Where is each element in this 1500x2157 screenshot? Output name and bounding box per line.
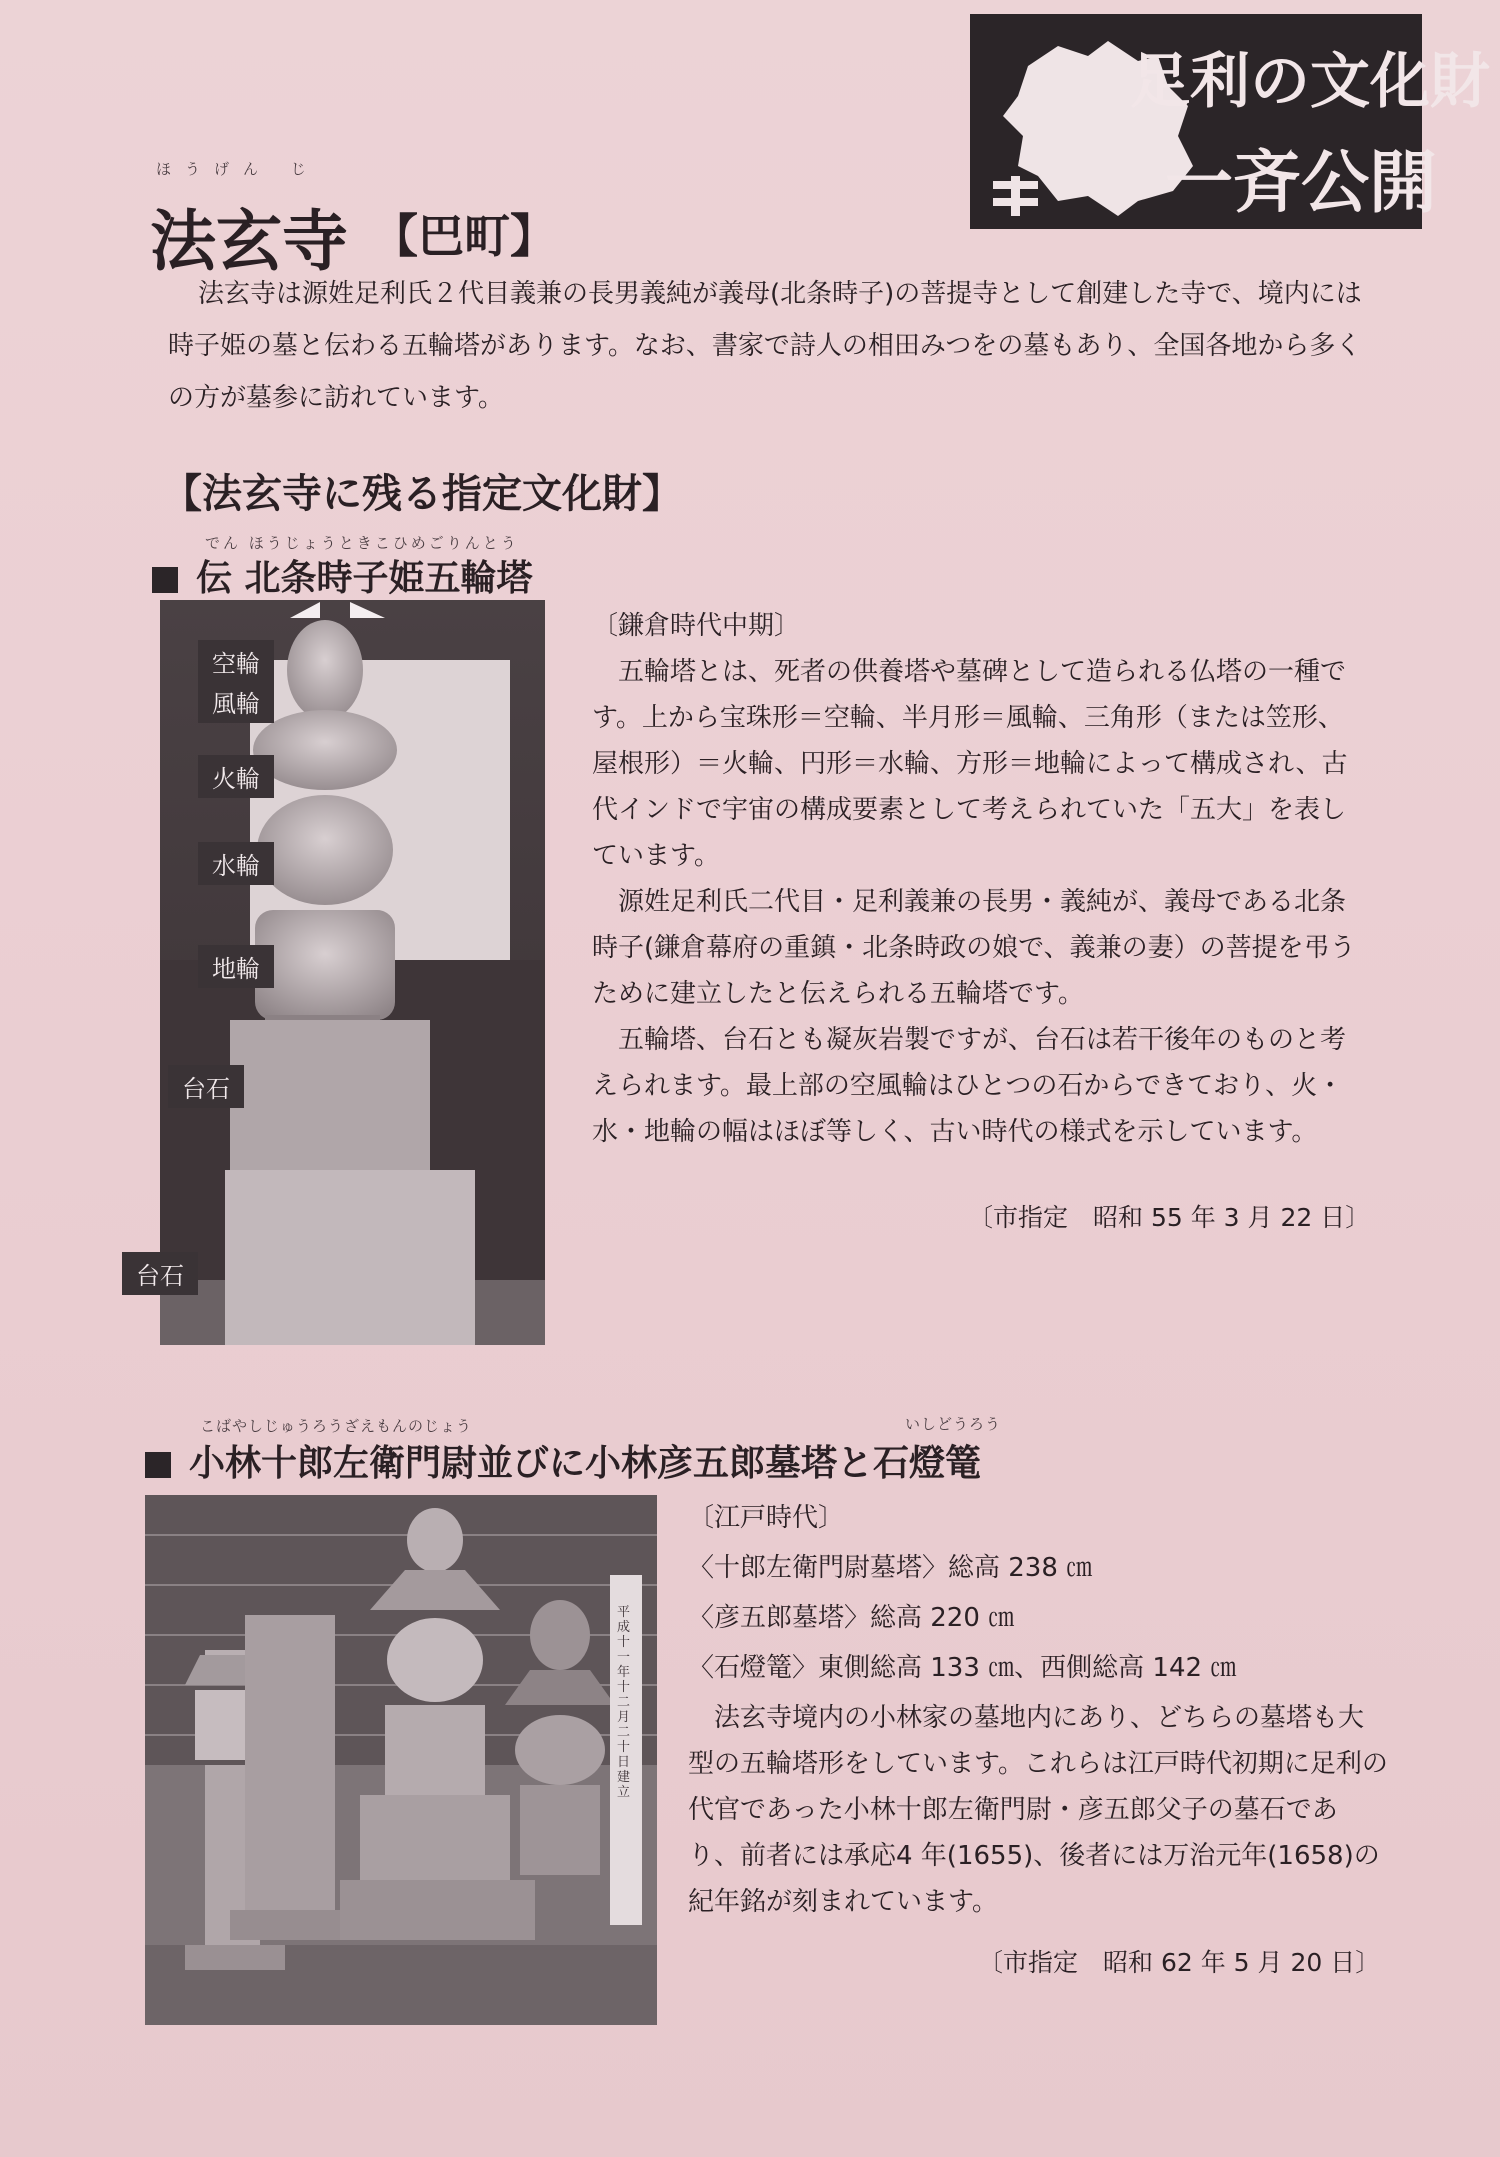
item2-spec-1: 〈十郎左衛門尉墓塔〉総高 238 ㎝ [688,1553,1093,1583]
title-place: 【巴町】 [372,209,556,263]
item1-description [592,603,1362,1155]
tombs-photo [145,1495,657,2025]
event-logo [970,14,1490,229]
label-suirin: 水輪 [198,842,274,885]
label-kurin: 空輪 [198,640,274,683]
label-karin: 火輪 [198,755,274,798]
item2-designation: 〔市指定 昭和 62 年 5 月 20 日〕 [978,1948,1381,1977]
square-bullet-icon [145,1452,171,1478]
square-bullet-icon [152,567,178,593]
label-daiseki-lower: 台石 [122,1252,198,1295]
page-title: 法玄寺 [150,202,348,280]
item1-paragraph-1: 五輪塔とは、死者の供養塔や墓碑として造られる仏塔の一種です。上から宝珠形＝空輪、半月形＝風輪、三角形（または笠形、屋根形）＝火輪、円形＝水輪、方形＝地輪によって構成され、古代インドで宇宙の構成要素として考えられていた「五大」を表しています。 [592,657,1348,871]
item2-paragraph: 法玄寺境内の小林家の墓地内にあり、どちらの墓塔も大型の五輪塔形をしています。これらは江戸時代初期に足利の代官であった小林十郎左衛門尉・彦五郎父子の墓石であり、前者には承応4 年(1655)、後者には万治元年(1658)の紀年銘が刻まれています。 [688,1703,1388,1917]
item2-spec-2: 〈彦五郎墓塔〉総高 220 ㎝ [688,1603,1015,1633]
item1-ruby: でん ほうじょうときこひめごりんとう [205,534,519,552]
item1-title-text: 伝 北条時子姫五輪塔 [196,558,533,599]
item2-title [145,1435,981,1486]
item2-ruby-2: いしどうろう [905,1415,1002,1433]
item1-title [152,550,533,601]
item2-spec-3: 〈石燈篭〉東側総高 133 ㎝、西側総高 142 ㎝ [688,1653,1237,1683]
item2-ruby: こばやしじゅうろうざえもんのじょう [200,1417,473,1435]
sign-inscription: 平成十一年十二月二十日 建立 [617,1605,631,1800]
label-fūrin: 風輪 [198,680,274,723]
section-heading: 【法玄寺に残る指定文化財】 [162,471,682,517]
logo-line-1: 足利の文化財 [1130,47,1490,117]
item2-title-text: 小林十郎左衛門尉並びに小林彦五郎墓塔と石燈篭 [189,1443,982,1484]
intro-paragraph [168,268,1368,424]
gorinto-photo [160,600,545,1345]
intro-text: 法玄寺は源姓足利氏２代目義兼の長男義純が義母(北条時子)の菩提寺として創建した寺で、境内には時子姫の墓と伝わる五輪塔があります。なお、書家で詩人の相田みつをの墓もあり、全国各地から多くの方が墓参に訪れています。 [168,279,1362,413]
item1-paragraph-2: 源姓足利氏二代目・足利義兼の長男・義純が、義母である北条時子(鎌倉幕府の重鎮・北条時政の娘で、義兼の妻）の菩提を弔うために建立したと伝えられる五輪塔です。 [592,887,1356,1009]
tombs-image [145,1495,657,2025]
item2-description [688,1495,1388,1925]
label-chirin: 地輪 [198,945,274,988]
item1-era: 〔鎌倉時代中期〕 [592,611,801,641]
logo-line-2: 一斉公開 [1165,143,1438,223]
item2-era: 〔江戸時代〕 [688,1503,845,1533]
item1-designation: 〔市指定 昭和 55 年 3 月 22 日〕 [968,1203,1371,1232]
label-daiseki-upper: 台石 [168,1065,244,1108]
title-ruby: ほうげん じ [156,160,320,178]
item1-paragraph-3: 五輪塔、台石とも凝灰岩製ですが、台石は若干後年のものと考えられます。最上部の空風輪はひとつの石からできており、火・水・地輪の幅はほぼ等しく、古い時代の様式を示しています。 [592,1025,1347,1147]
